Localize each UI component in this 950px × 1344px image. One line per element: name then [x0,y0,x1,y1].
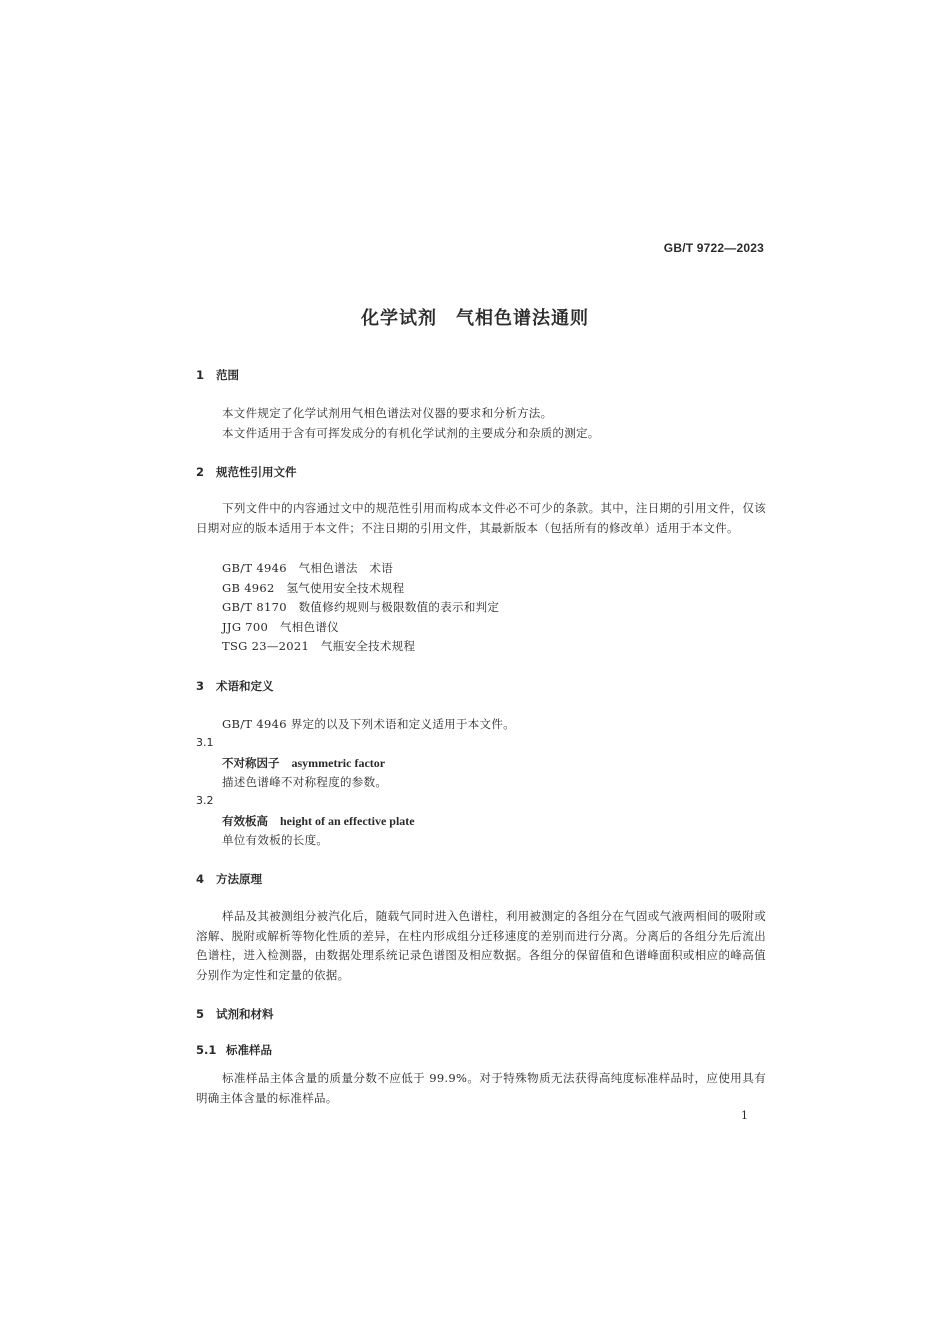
reference-title: 气相色谱法 术语 [298,561,394,575]
standard-number: GB/T 9722—2023 [663,241,764,255]
reference-code: GB 4962 [222,581,275,595]
section-1-heading [196,367,239,383]
term-english: asymmetric factor [291,756,386,770]
section-3-heading [196,678,274,694]
term-heading [222,755,385,771]
section-number: 4 [196,872,205,886]
subsection-number: 5.1 [196,1043,217,1057]
section-2-heading [196,464,297,480]
section-title: 规范性引用文件 [216,465,297,479]
term-number: 3.1 [196,736,214,749]
term-english: height of an effective plate [280,814,415,828]
reference-item [222,638,415,654]
section-1-paragraph-1: 本文件规定了化学试剂用气相色谱法对仪器的要求和分析方法。 [222,406,553,420]
section-3-intro: GB/T 4946 界定的以及下列术语和定义适用于本文件。 [222,717,515,731]
section-number: 5 [196,1007,205,1021]
reference-item [222,560,393,576]
section-number: 1 [196,368,205,382]
term-definition: 单位有效板的长度。 [222,833,329,847]
section-1-paragraph-2: 本文件适用于含有可挥发成分的有机化学试剂的主要成分和杂质的测定。 [222,426,600,440]
section-number: 3 [196,679,205,693]
term-heading [222,813,415,829]
term-definition: 描述色谱峰不对称程度的参数。 [222,775,388,789]
section-title: 范围 [216,368,239,382]
section-title: 试剂和材料 [216,1007,274,1021]
term-number: 3.2 [196,794,214,807]
document-title: 化学试剂 气相色谱法通则 [361,308,589,329]
section-number: 2 [196,465,205,479]
reference-title: 氢气使用安全技术规程 [286,581,405,595]
subsection-5-1-heading [196,1042,272,1058]
reference-title: 数值修约规则与极限数值的表示和判定 [298,600,500,614]
reference-code: GB/T 8170 [222,600,287,614]
reference-code: GB/T 4946 [222,561,287,575]
reference-title: 气瓶安全技术规程 [320,639,416,653]
subsection-title: 标准样品 [226,1043,272,1057]
section-4-heading [196,871,262,887]
reference-code: JJG 700 [222,620,269,634]
term-chinese: 有效板高 [222,814,268,828]
reference-item [222,619,339,635]
reference-code: TSG 23—2021 [222,639,310,653]
section-title: 方法原理 [216,872,262,886]
reference-item [222,580,404,596]
section-5-heading [196,1006,274,1022]
section-title: 术语和定义 [216,679,274,693]
page-number: 1 [741,1109,748,1122]
section-2-intro: 下列文件中的内容通过文中的规范性引用而构成本文件必不可少的条款。其中，注日期的引用文件，仅该日期对应的版本适用于本文件；不注日期的引用文件，其最新版本（包括所有的修改单）适用于本文件。 [196,501,766,535]
reference-item [222,599,499,615]
term-chinese: 不对称因子 [222,756,280,770]
section-4-paragraph: 样品及其被测组分被汽化后，随载气同时进入色谱柱，利用被测定的各组分在气固或气液两相间的吸附或溶解、脱附或解析等物化性质的差异，在柱内形成组分迁移速度的差别而进行分离。分离后的各组分先后流出色谱柱，进入检测器，由数据处理系统记录色谱图及相应数据。各组分的保留值和色谱峰面积或相应的峰高值分别作为定性和定量的依据。 [196,909,766,982]
reference-title: 气相色谱仪 [279,620,339,634]
subsection-5-1-paragraph: 标准样品主体含量的质量分数不应低于 99.9%。对于特殊物质无法获得高纯度标准样品时，应使用具有明确主体含量的标准样品。 [196,1071,766,1105]
